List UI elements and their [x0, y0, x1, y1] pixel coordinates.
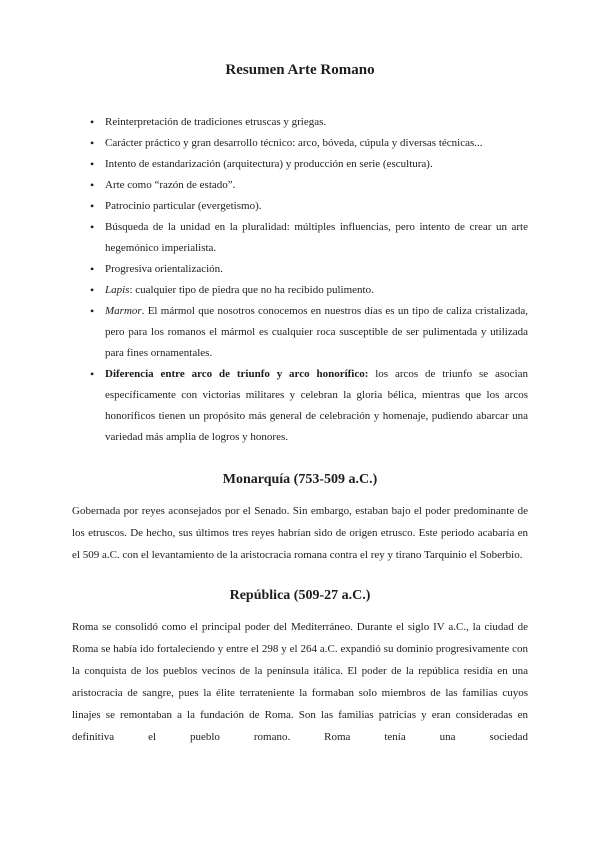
bullet-icon: •: [90, 136, 95, 150]
list-item: [90, 133, 528, 154]
bullet-icon: •: [90, 157, 95, 171]
section-paragraph-republica: Roma se consolidó como el principal poder del Mediterráneo. Durante el siglo IV a.C., la ciudad de Roma se había ido fortaleciendo y entre el 298 y el 264 a.C. expandió su dominio progresivamente con la conquista de los pueblos vecinos de la península itálica. El poder de la república residía en una aristocracia de sangre, pues la élite terrateniente la formaban solo miembros de las familias cuyos linajes se remontaban a la fundación de Roma. Son las familias patricias y eran consideradas en definitiva el pueblo romano. Roma tenía una sociedad: [72, 621, 528, 743]
bullet-text: Lapis: [105, 284, 130, 296]
bullet-icon: •: [90, 115, 95, 129]
bullet-icon: •: [90, 283, 95, 297]
section-paragraph-monarquia: Gobernada por reyes aconsejados por el Senado. Sin embargo, estaban bajo el poder predominante de los etruscos. De hecho, sus últimos tres reyes habrían sido de origen etrusco. Este periodo acabaría en el 509 a.C. con el levantamiento de la aristocracia romana contra el rey y tirano Tarquinio el Soberbio.: [72, 505, 528, 561]
list-item: [90, 259, 528, 280]
section-heading-republica: República (509-27 a.C.): [229, 588, 371, 603]
bullet-text: Carácter práctico y gran desarrollo técnico: arco, bóveda, cúpula y diversas técnicas...: [105, 137, 483, 149]
bullet-text: Diferencia entre arco de triunfo y arco honorífico:: [105, 368, 369, 380]
list-item: [90, 175, 528, 196]
bullet-text: los arcos de triunfo se asocian específicamente con victorias militares y celebran la gloria bélica, mientras que los arcos honoríficos tienen un propósito más general de celebración y homenaje, pudiendo abarcar una variedad más amplia de logros y honores.: [105, 368, 529, 443]
bullet-text: Intento de estandarización (arquitectura) y producción en serie (escultura).: [105, 158, 433, 170]
bullet-text: Reinterpretación de tradiciones etruscas y griegas.: [105, 116, 327, 128]
section-heading-monarquia: Monarquía (753-509 a.C.): [222, 472, 378, 487]
list-item: [90, 154, 528, 175]
list-item: [90, 196, 528, 217]
bullet-text: . El mármol que nosotros conocemos en nuestros días es un tipo de caliza cristalizada, pero para los romanos el mármol es cualquier roca susceptible de ser pulimentada y utilizada para fines ornamentales.: [105, 305, 528, 359]
list-item: [90, 217, 528, 259]
bullet-icon: •: [90, 367, 95, 381]
bullet-text: Arte como “razón de estado”.: [105, 179, 236, 191]
bullet-text: : cualquier tipo de piedra que no ha recibido pulimento.: [129, 284, 374, 296]
bullet-icon: •: [90, 178, 95, 192]
list-item: [90, 364, 528, 448]
list-item: [90, 301, 528, 364]
list-item: [90, 280, 528, 301]
bullet-text: Marmor: [105, 305, 142, 317]
bullet-icon: •: [90, 220, 95, 234]
bullet-icon: •: [90, 199, 95, 213]
document-title: Resumen Arte Romano: [225, 62, 375, 78]
bullet-list: [90, 112, 528, 448]
bullet-text: Búsqueda de la unidad en la pluralidad: múltiples influencias, pero intento de crear un arte hegemónico imperialista.: [105, 221, 528, 254]
bullet-icon: •: [90, 262, 95, 276]
list-item: [90, 112, 528, 133]
bullet-icon: •: [90, 304, 95, 318]
bullet-text: Progresiva orientalización.: [105, 263, 223, 275]
bullet-text: Patrocinio particular (evergetismo).: [105, 200, 262, 212]
